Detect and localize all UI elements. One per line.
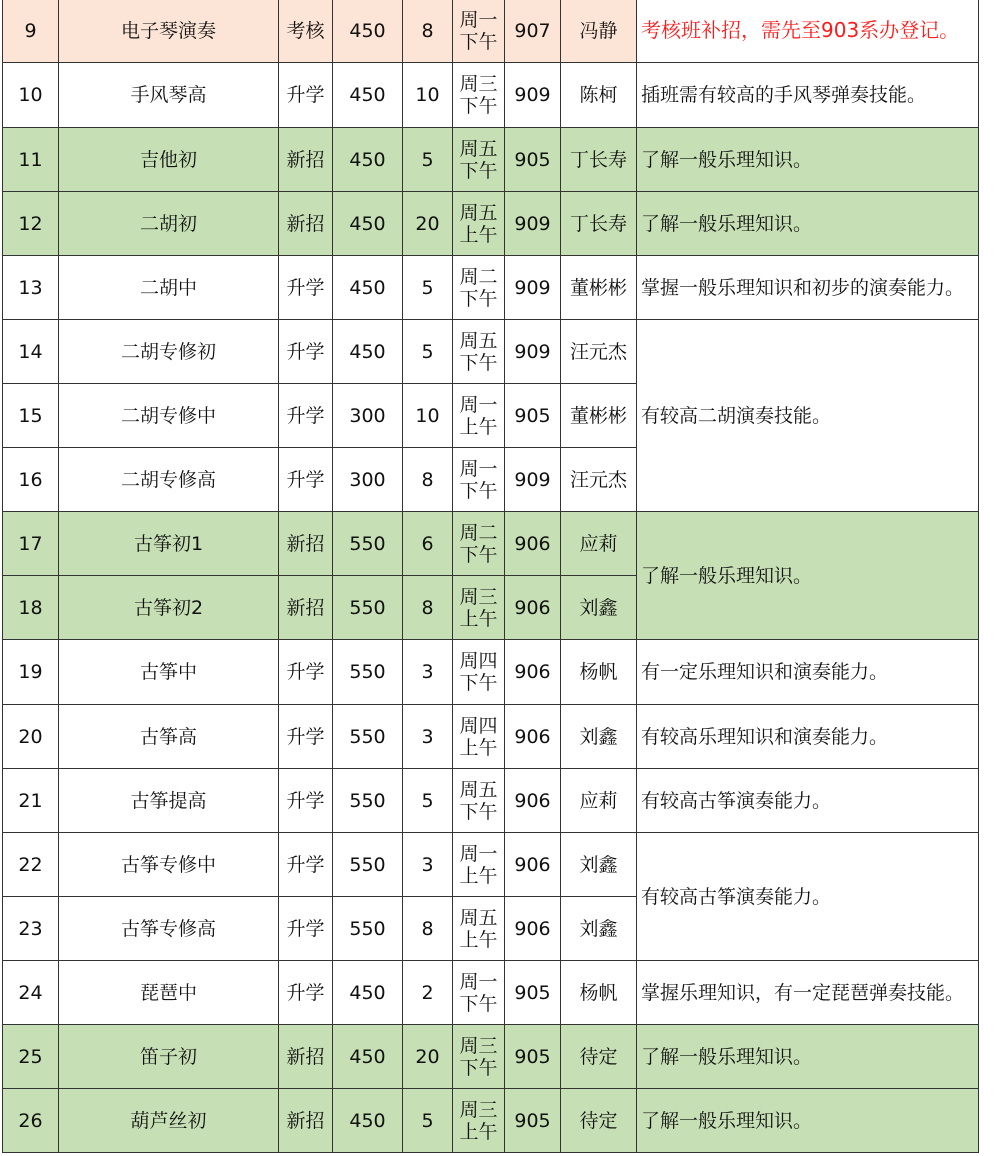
enrollment-type: 升学: [279, 640, 333, 705]
course-name: 二胡初: [59, 192, 279, 256]
course-number: 13: [3, 256, 59, 320]
weekday: 周三: [459, 73, 498, 95]
quota: 8: [403, 448, 453, 512]
course-number: 23: [3, 897, 59, 961]
requirement-note: 有较高二胡演奏技能。: [637, 320, 979, 512]
room-number: 909: [505, 448, 561, 512]
course-number: 15: [3, 384, 59, 448]
time-of-day: 下午: [459, 543, 498, 566]
time-of-day: 下午: [459, 1056, 498, 1079]
time-of-day: 下午: [459, 95, 498, 117]
table-row: [3, 1089, 979, 1153]
enrollment-type: 新招: [279, 128, 333, 192]
enrollment-type: 新招: [279, 192, 333, 256]
time-of-day: 下午: [459, 992, 498, 1015]
quota: 8: [403, 576, 453, 640]
course-number: 24: [3, 961, 59, 1025]
course-name: 二胡专修初: [59, 320, 279, 384]
class-schedule: [453, 833, 505, 897]
teacher-name: 刘鑫: [561, 897, 637, 961]
course-number: 21: [3, 769, 59, 833]
time-of-day: 下午: [459, 159, 498, 182]
course-number: 25: [3, 1025, 59, 1089]
teacher-name: 丁长寿: [561, 128, 637, 192]
requirement-note: 了解一般乐理知识。: [637, 192, 979, 256]
enrollment-type: 升学: [279, 63, 333, 128]
teacher-name: 董彬彬: [561, 256, 637, 320]
quota: 2: [403, 961, 453, 1025]
time-of-day: 上午: [459, 1120, 498, 1143]
quota: 8: [403, 897, 453, 961]
room-number: 909: [505, 192, 561, 256]
teacher-name: 应莉: [561, 512, 637, 576]
table-row: [3, 833, 979, 897]
course-name: 电子琴演奏: [59, 0, 279, 63]
requirement-note: 有较高古筝演奏能力。: [637, 769, 979, 833]
room-number: 906: [505, 705, 561, 769]
teacher-name: 待定: [561, 1025, 637, 1089]
course-fee: 550: [333, 640, 403, 705]
time-of-day: 上午: [459, 223, 498, 246]
table-row: [3, 192, 979, 256]
enrollment-type: 升学: [279, 961, 333, 1025]
quota: 8: [403, 0, 453, 63]
enrollment-type: 考核: [279, 0, 333, 63]
course-name: 手风琴高: [59, 63, 279, 128]
teacher-name: 丁长寿: [561, 192, 637, 256]
time-of-day: 上午: [459, 864, 498, 887]
course-number: 18: [3, 576, 59, 640]
room-number: 906: [505, 512, 561, 576]
time-of-day: 下午: [459, 351, 498, 374]
requirement-note: 了解一般乐理知识。: [637, 128, 979, 192]
course-name: 古筝专修高: [59, 897, 279, 961]
class-schedule: [453, 769, 505, 833]
table-row: [3, 512, 979, 576]
teacher-name: 刘鑫: [561, 576, 637, 640]
course-fee: 550: [333, 769, 403, 833]
weekday: 周五: [459, 778, 498, 801]
class-schedule: [453, 576, 505, 640]
enrollment-type: 升学: [279, 769, 333, 833]
teacher-name: 董彬彬: [561, 384, 637, 448]
weekday: 周四: [459, 714, 498, 737]
quota: 5: [403, 256, 453, 320]
room-number: 905: [505, 1025, 561, 1089]
quota: 3: [403, 705, 453, 769]
course-number: 14: [3, 320, 59, 384]
course-table: [2, 0, 979, 1153]
course-fee: 550: [333, 897, 403, 961]
weekday: 周一: [459, 842, 498, 865]
weekday: 周五: [459, 201, 498, 224]
teacher-name: 杨帆: [561, 640, 637, 705]
room-number: 909: [505, 63, 561, 128]
class-schedule: [453, 897, 505, 961]
teacher-name: 刘鑫: [561, 833, 637, 897]
quota: 6: [403, 512, 453, 576]
quota: 10: [403, 63, 453, 128]
weekday: 周一: [459, 393, 498, 416]
teacher-name: 冯静: [561, 0, 637, 63]
weekday: 周三: [459, 585, 498, 608]
course-name: 古筝高: [59, 705, 279, 769]
enrollment-type: 新招: [279, 576, 333, 640]
table-row: [3, 640, 979, 705]
course-fee: 550: [333, 833, 403, 897]
course-fee: 300: [333, 448, 403, 512]
time-of-day: 上午: [459, 607, 498, 630]
class-schedule: [453, 192, 505, 256]
weekday: 周一: [459, 970, 498, 993]
requirement-note: 有较高乐理知识和演奏能力。: [637, 705, 979, 769]
course-number: 16: [3, 448, 59, 512]
table-row: [3, 256, 979, 320]
class-schedule: [453, 705, 505, 769]
course-name: 古筝中: [59, 640, 279, 705]
quota: 20: [403, 1025, 453, 1089]
course-name: 古筝初1: [59, 512, 279, 576]
quota: 5: [403, 769, 453, 833]
requirement-note: 考核班补招，需先至903系办登记。: [637, 0, 979, 63]
enrollment-type: 新招: [279, 1089, 333, 1153]
course-number: 26: [3, 1089, 59, 1153]
room-number: 906: [505, 640, 561, 705]
requirement-note: 有较高古筝演奏能力。: [637, 833, 979, 961]
course-fee: 550: [333, 705, 403, 769]
course-fee: 550: [333, 512, 403, 576]
class-schedule: [453, 320, 505, 384]
weekday: 周五: [459, 137, 498, 160]
room-number: 906: [505, 897, 561, 961]
class-schedule: [453, 0, 505, 63]
course-name: 笛子初: [59, 1025, 279, 1089]
enrollment-type: 升学: [279, 897, 333, 961]
room-number: 906: [505, 576, 561, 640]
room-number: 905: [505, 128, 561, 192]
time-of-day: 下午: [459, 672, 498, 694]
course-fee: 450: [333, 1089, 403, 1153]
weekday: 周一: [459, 457, 498, 480]
course-name: 二胡中: [59, 256, 279, 320]
class-schedule: [453, 1089, 505, 1153]
teacher-name: 刘鑫: [561, 705, 637, 769]
teacher-name: 陈柯: [561, 63, 637, 128]
time-of-day: 下午: [459, 287, 498, 310]
table-row: [3, 769, 979, 833]
enrollment-type: 升学: [279, 705, 333, 769]
course-number: 9: [3, 0, 59, 63]
time-of-day: 下午: [459, 479, 498, 502]
course-fee: 450: [333, 0, 403, 63]
class-schedule: [453, 512, 505, 576]
enrollment-type: 升学: [279, 384, 333, 448]
course-fee: 550: [333, 576, 403, 640]
room-number: 909: [505, 256, 561, 320]
enrollment-type: 新招: [279, 1025, 333, 1089]
time-of-day: 上午: [459, 736, 498, 759]
class-schedule: [453, 1025, 505, 1089]
enrollment-type: 升学: [279, 448, 333, 512]
course-fee: 450: [333, 256, 403, 320]
course-number: 10: [3, 63, 59, 128]
quota: 3: [403, 640, 453, 705]
weekday: 周二: [459, 521, 498, 544]
enrollment-type: 升学: [279, 833, 333, 897]
teacher-name: 汪元杰: [561, 320, 637, 384]
room-number: 905: [505, 1089, 561, 1153]
requirement-note: 了解一般乐理知识。: [637, 1089, 979, 1153]
course-fee: 450: [333, 63, 403, 128]
course-number: 12: [3, 192, 59, 256]
course-name: 葫芦丝初: [59, 1089, 279, 1153]
course-number: 19: [3, 640, 59, 705]
weekday: 周五: [459, 906, 498, 929]
class-schedule: [453, 640, 505, 705]
course-name: 琵琶中: [59, 961, 279, 1025]
requirement-note: 插班需有较高的手风琴弹奏技能。: [637, 63, 979, 128]
course-name: 古筝初2: [59, 576, 279, 640]
course-name: 吉他初: [59, 128, 279, 192]
time-of-day: 上午: [459, 928, 498, 951]
time-of-day: 上午: [459, 415, 498, 438]
course-number: 22: [3, 833, 59, 897]
quota: 5: [403, 1089, 453, 1153]
room-number: 906: [505, 769, 561, 833]
course-name: 古筝专修中: [59, 833, 279, 897]
course-fee: 450: [333, 192, 403, 256]
class-schedule: [453, 256, 505, 320]
weekday: 周三: [459, 1034, 498, 1057]
class-schedule: [453, 63, 505, 128]
quota: 10: [403, 384, 453, 448]
teacher-name: 杨帆: [561, 961, 637, 1025]
teacher-name: 待定: [561, 1089, 637, 1153]
table-row: [3, 961, 979, 1025]
quota: 3: [403, 833, 453, 897]
weekday: 周二: [459, 265, 498, 288]
enrollment-type: 升学: [279, 256, 333, 320]
enrollment-type: 升学: [279, 320, 333, 384]
requirement-note: 掌握乐理知识，有一定琵琶弹奏技能。: [637, 961, 979, 1025]
course-fee: 450: [333, 961, 403, 1025]
class-schedule: [453, 384, 505, 448]
table-row: [3, 1025, 979, 1089]
course-fee: 450: [333, 1025, 403, 1089]
course-name: 二胡专修高: [59, 448, 279, 512]
class-schedule: [453, 448, 505, 512]
time-of-day: 下午: [459, 30, 498, 53]
quota: 5: [403, 128, 453, 192]
course-fee: 300: [333, 384, 403, 448]
course-name: 二胡专修中: [59, 384, 279, 448]
requirement-note: 掌握一般乐理知识和初步的演奏能力。: [637, 256, 979, 320]
weekday: 周三: [459, 1098, 498, 1121]
class-schedule: [453, 128, 505, 192]
class-schedule: [453, 961, 505, 1025]
course-fee: 450: [333, 128, 403, 192]
room-number: 907: [505, 0, 561, 63]
table-row: [3, 705, 979, 769]
course-name: 古筝提高: [59, 769, 279, 833]
requirement-note: 了解一般乐理知识。: [637, 1025, 979, 1089]
room-number: 906: [505, 833, 561, 897]
table-row: [3, 128, 979, 192]
table-row: [3, 0, 979, 63]
room-number: 905: [505, 961, 561, 1025]
weekday: 周一: [459, 8, 498, 31]
course-fee: 450: [333, 320, 403, 384]
course-number: 17: [3, 512, 59, 576]
course-number: 20: [3, 705, 59, 769]
table-row: [3, 320, 979, 384]
quota: 5: [403, 320, 453, 384]
enrollment-type: 新招: [279, 512, 333, 576]
table-row: [3, 63, 979, 128]
requirement-note: 有一定乐理知识和演奏能力。: [637, 640, 979, 705]
teacher-name: 汪元杰: [561, 448, 637, 512]
room-number: 909: [505, 320, 561, 384]
requirement-note: 了解一般乐理知识。: [637, 512, 979, 640]
quota: 20: [403, 192, 453, 256]
time-of-day: 下午: [459, 800, 498, 823]
weekday: 周四: [459, 650, 498, 672]
room-number: 905: [505, 384, 561, 448]
weekday: 周五: [459, 329, 498, 352]
course-number: 11: [3, 128, 59, 192]
teacher-name: 应莉: [561, 769, 637, 833]
